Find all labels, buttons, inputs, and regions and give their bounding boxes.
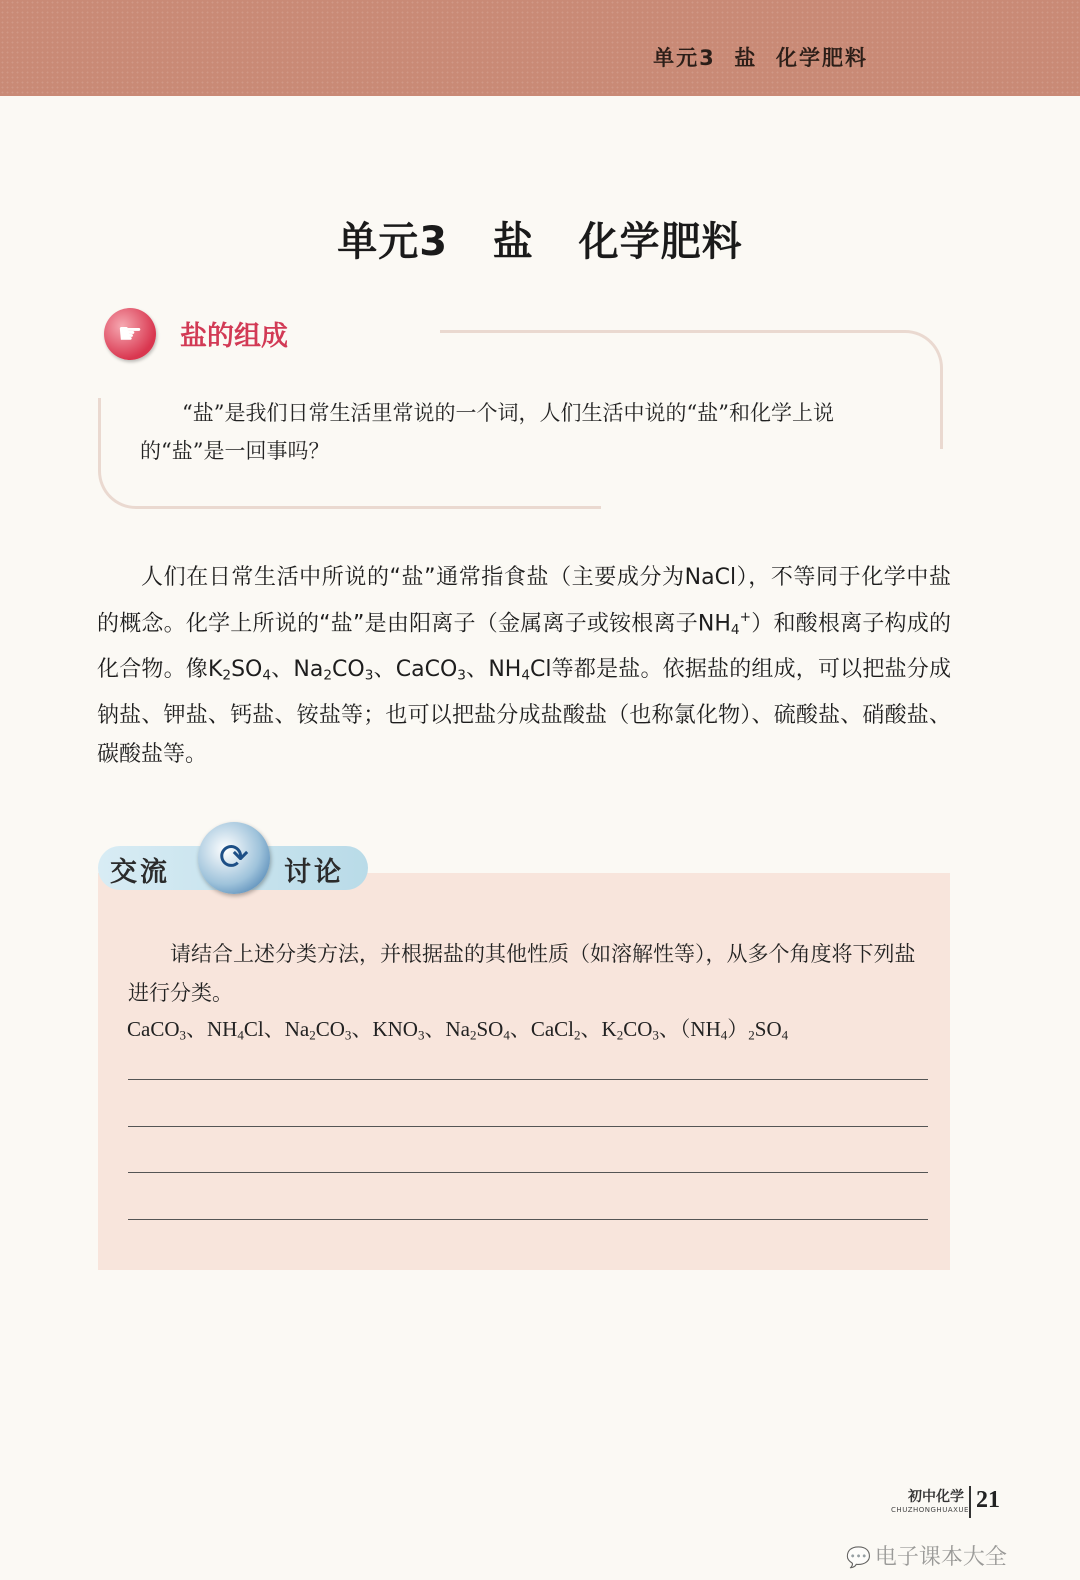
formula-na2co3: $Na_2CO_3$、	[284, 1017, 373, 1043]
body-text-part: Cl等都是盐。依据盐的组成，可以把盐分成钠盐、钾盐、钙盐、铵盐等；也可以把盐分成盐酸盐（也称氯化物）、硫酸盐、硝酸盐、碳酸盐等。	[97, 656, 951, 768]
body-paragraph	[97, 558, 951, 775]
wechat-icon: 💬	[846, 1545, 871, 1569]
subscript: 3	[457, 667, 466, 684]
formula-nh4cl: $NH_4Cl$、	[207, 1017, 285, 1043]
discussion-label-right: 讨论	[284, 857, 344, 888]
discussion-panel	[98, 873, 950, 1270]
watermark-text: 电子课本大全	[874, 1545, 1007, 1570]
body-text-part: 、NH	[465, 656, 522, 682]
running-title: 单元3 盐 化学肥料	[653, 46, 868, 70]
header-band	[0, 0, 1080, 96]
footer-subject: 初中化学	[908, 1489, 964, 1505]
pointing-hand-icon: ☛	[104, 308, 156, 360]
globe-arrows-icon: ⟳	[198, 822, 270, 894]
section-title: 盐的组成	[180, 321, 288, 352]
body-text-part: 人们在日常生活中所说的“盐”通常指食盐（主要成分为NaCl），不等同于化学中盐的概念。化学上所说的“盐”是由阳离子（金属离子或铵根离子NH	[97, 565, 951, 637]
subscript: 4	[521, 667, 531, 684]
subscript: 4	[730, 621, 740, 638]
watermark	[846, 1540, 1007, 1571]
page-number: 21	[976, 1487, 1000, 1513]
subscript: 2	[323, 667, 333, 684]
formula-nh4-2so4: $(NH_4)_2SO_4$	[679, 1017, 789, 1043]
answer-line	[128, 1172, 928, 1173]
discussion-prompt: 请结合上述分类方法，并根据盐的其他性质（如溶解性等），从多个角度将下列盐进行分类。	[128, 942, 916, 1005]
formula-part: CO	[332, 656, 365, 682]
body-text-part: 、Na	[271, 656, 324, 682]
page-title: 单元3 盐 化学肥料	[337, 219, 743, 265]
answer-line	[128, 1219, 928, 1220]
superscript: +	[739, 608, 752, 625]
formula-na2so4: $Na_2SO_4$、	[445, 1017, 531, 1043]
answer-line	[128, 1079, 928, 1080]
answer-line	[128, 1126, 928, 1127]
footer-subject-pinyin: CHUZHONGHUAXUE	[891, 1506, 969, 1514]
salt-formula-list	[127, 1013, 788, 1043]
discussion-label-left: 交流	[110, 857, 170, 888]
subscript: 2	[222, 667, 232, 684]
formula-part: SO	[231, 656, 263, 682]
formula-k2co3: $K_2CO_3$、	[601, 1017, 680, 1043]
subscript: 3	[364, 667, 374, 684]
formula-kno3: $KNO_3$、	[372, 1017, 446, 1043]
formula-cacl2: CaCl$_2$、	[530, 1017, 602, 1043]
formula-caco3: CaCO$_3$、	[127, 1017, 208, 1043]
footer-divider	[969, 1486, 971, 1518]
discussion-badge	[98, 822, 376, 904]
subscript: 4	[262, 667, 272, 684]
intro-question: “盐”是我们日常生活里常说的一个词，人们生活中说的“盐”和化学上说的“盐”是一回事吗？	[140, 401, 834, 463]
body-text-part: ）和酸根离子构成的化合物。像K	[97, 611, 951, 682]
body-text-part: 、CaCO	[373, 656, 458, 682]
